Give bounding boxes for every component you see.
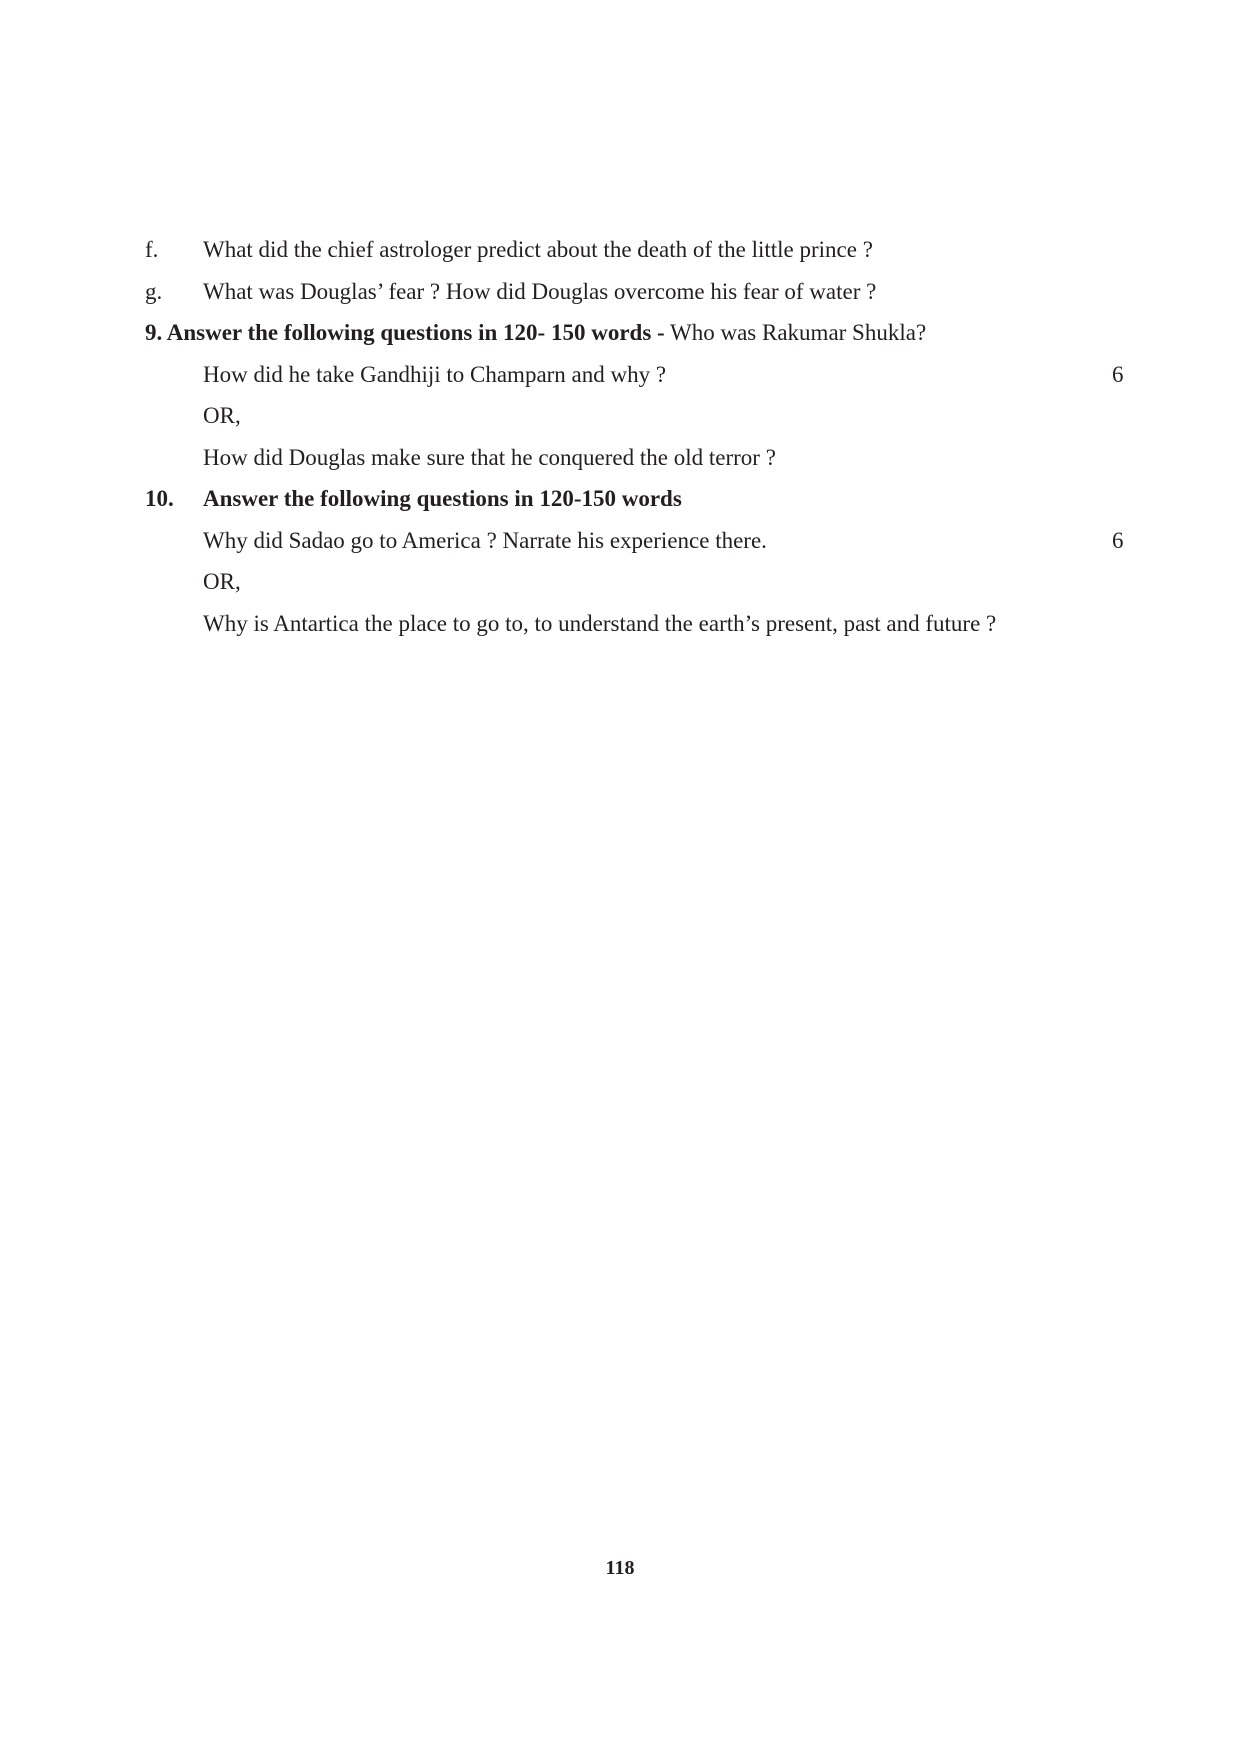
question-10-or: OR, [203, 569, 241, 594]
question-g-label: g. [145, 279, 163, 304]
question-10-line1: Why did Sadao go to America ? Narrate his experience there. [203, 528, 767, 553]
page-number: 118 [605, 1557, 635, 1579]
question-10-number: 10. [145, 486, 174, 511]
question-10-alternative: Why is Antartica the place to go to, to understand the earth’s present, past and future ? [203, 611, 997, 636]
question-9-marks: 6 [1112, 362, 1124, 387]
question-10-heading: Answer the following questions in 120-150 words [203, 486, 682, 511]
question-g-text: What was Douglas’ fear ? How did Douglas overcome his fear of water ? [203, 279, 877, 304]
question-9-or: OR, [203, 403, 241, 428]
question-9-heading-continuation: Who was Rakumar Shukla? [664, 320, 927, 345]
question-9-alternative: How did Douglas make sure that he conquered the old terror ? [203, 445, 776, 470]
question-9-line2: How did he take Gandhiji to Champarn and why ? [203, 362, 667, 387]
question-f-text: What did the chief astrologer predict about the death of the little prince ? [203, 237, 873, 262]
question-9-heading: 9. Answer the following questions in 120- 150 words - [145, 320, 665, 345]
question-10-marks: 6 [1112, 528, 1124, 553]
question-9-line [145, 319, 926, 347]
question-f-label: f. [145, 237, 159, 262]
